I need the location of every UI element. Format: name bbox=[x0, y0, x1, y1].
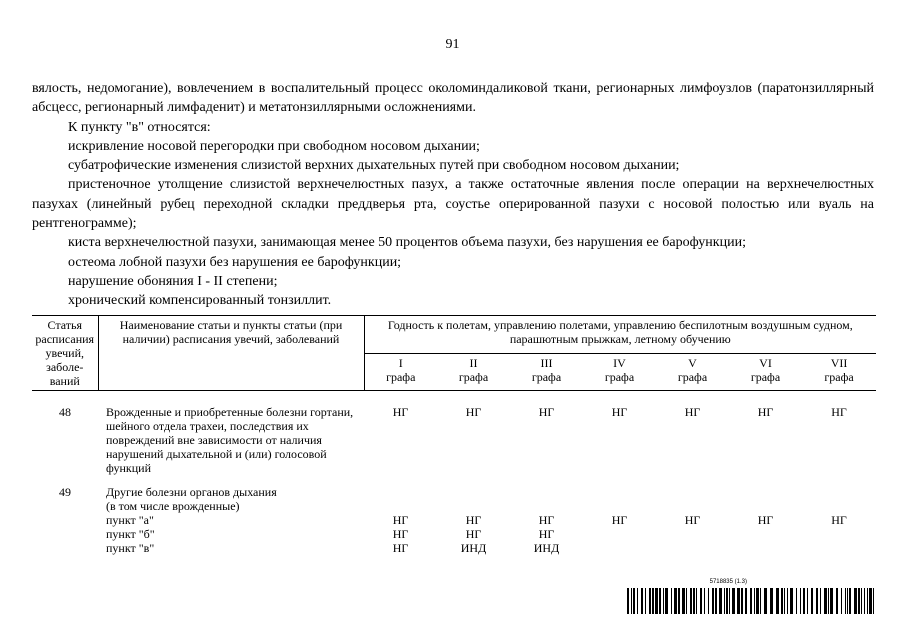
body-text bbox=[32, 79, 874, 311]
article-name: Другие болезни органов дыхания (в том числе врожденные) bbox=[106, 484, 277, 513]
paragraph: искривление носовой перегородки при свободном носовом дыхании; bbox=[68, 138, 480, 154]
subitem-label: пункт "а" bbox=[106, 512, 154, 527]
fitness-value: НГ bbox=[392, 512, 409, 527]
fitness-value: НГ bbox=[611, 512, 628, 527]
header-column-3: III графа bbox=[510, 353, 583, 391]
header-name: Наименование статьи и пункты статьи (при наличии) расписания увечий, заболеваний bbox=[98, 316, 364, 391]
fitness-value bbox=[802, 527, 876, 541]
header-fitness: Годность к полетам, управлению полетами, управлению беспилотным воздушным судном, парашютным прыжкам, летному обучению bbox=[364, 316, 876, 354]
fitness-value bbox=[729, 527, 802, 541]
fitness-value: НГ bbox=[392, 540, 409, 555]
paragraph: пристеночное утолщение слизистой верхнечелюстных пазух, а также остаточные явления после операции на верхнечелюстных пазухах (линейный рубец переходной складки преддверья рта, соустье оперированной пазухи с носовой полостью или вуаль на рентгенограмме); bbox=[32, 177, 874, 232]
fitness-value: НГ bbox=[684, 512, 701, 527]
fitness-value: НГ bbox=[538, 526, 555, 541]
fitness-value: НГ bbox=[465, 404, 482, 419]
paragraph: остеома лобной пазухи без нарушения ее барофункции; bbox=[68, 254, 402, 270]
fitness-value bbox=[729, 541, 802, 555]
header-article: Статья расписания увечий, заболе-ваний bbox=[32, 316, 98, 391]
fitness-value: ИНД bbox=[460, 540, 487, 555]
article-name: Врожденные и приобретенные болезни гортани, шейного отдела трахеи, последствия их повреждений вне зависимости от наличия нарушений дыхательной и (или) голосовой функций bbox=[106, 404, 354, 475]
fitness-value: ИНД bbox=[533, 540, 560, 555]
fitness-value bbox=[583, 527, 656, 541]
article-number: 49 bbox=[59, 484, 71, 499]
header-column-7: VII графа bbox=[802, 353, 876, 391]
fitness-value: НГ bbox=[757, 512, 774, 527]
header-column-2: II графа bbox=[437, 353, 510, 391]
header-column-6: VI графа bbox=[729, 353, 802, 391]
fitness-value: НГ bbox=[465, 526, 482, 541]
table-subrow bbox=[32, 527, 876, 541]
page-number: 91 bbox=[445, 37, 460, 52]
fitness-value: НГ bbox=[831, 512, 847, 527]
table-subrow bbox=[32, 513, 876, 527]
paragraph: хронический компенсированный тонзиллит. bbox=[68, 293, 332, 309]
fitness-table bbox=[32, 315, 876, 555]
fitness-value: НГ bbox=[538, 512, 555, 527]
subitem-label: пункт "в" bbox=[106, 540, 155, 555]
table-row bbox=[32, 485, 876, 513]
fitness-value bbox=[583, 541, 656, 555]
fitness-value: НГ bbox=[831, 404, 847, 419]
subitem-label: пункт "б" bbox=[106, 526, 155, 541]
fitness-value: НГ bbox=[538, 404, 555, 419]
fitness-value bbox=[656, 527, 729, 541]
fitness-value: НГ bbox=[392, 526, 409, 541]
paragraph: К пункту "в" относятся: bbox=[68, 119, 211, 135]
fitness-value: НГ bbox=[684, 404, 701, 419]
barcode-bars bbox=[627, 588, 877, 614]
table-subrow bbox=[32, 541, 876, 555]
barcode-label: 5718835 (1.3) bbox=[709, 579, 747, 585]
fitness-value bbox=[802, 541, 876, 555]
paragraph: вялость, недомогание), вовлечением в воспалительный процесс околоминдаликовой ткани, регионарных лимфоузлов (паратонзиллярный абсцесс, регионарный лимфаденит) и метатонзиллярными осложнениями. bbox=[32, 81, 874, 116]
paragraph: субатрофические изменения слизистой верхних дыхательных путей при свободном носовом дыхании; bbox=[68, 158, 680, 174]
fitness-value: НГ bbox=[465, 512, 482, 527]
paragraph: нарушение обоняния I - II степени; bbox=[68, 273, 278, 289]
fitness-value: НГ bbox=[757, 404, 774, 419]
fitness-value bbox=[656, 541, 729, 555]
table-row bbox=[32, 405, 876, 475]
header-column-5: V графа bbox=[656, 353, 729, 391]
paragraph: киста верхнечелюстной пазухи, занимающая менее 50 процентов объема пазухи, без нарушения ее барофункции; bbox=[68, 235, 746, 251]
article-number: 48 bbox=[59, 404, 71, 419]
fitness-value: НГ bbox=[611, 404, 628, 419]
header-column-4: IV графа bbox=[583, 353, 656, 391]
header-column-1: I графа bbox=[364, 353, 437, 391]
fitness-value: НГ bbox=[392, 404, 409, 419]
barcode-bar bbox=[874, 588, 875, 614]
barcode bbox=[627, 579, 877, 615]
